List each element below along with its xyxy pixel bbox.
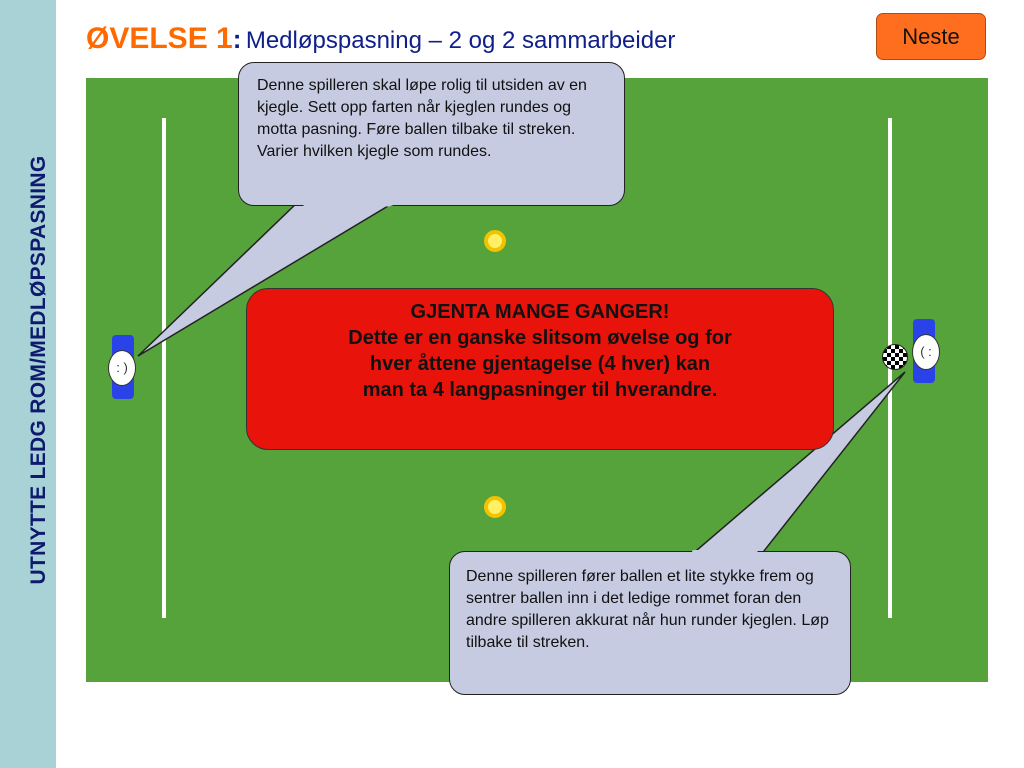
bottom-callout-text: Denne spilleren fører ballen et lite stykke frem og sentrer ballen inn i det ledige rommet foran den andre spilleren akkurat når hun runder kjeglen. Løp tilbake til streken.: [466, 568, 829, 651]
repeat-line-3: hver åttene gjentagelse (4 hver) kan: [369, 353, 711, 375]
title-colon: :: [232, 24, 242, 54]
repeat-heading: GJENTA MANGE GANGER!: [410, 301, 670, 323]
left-player-face-icon: : ): [108, 350, 136, 386]
exercise-subtitle: Medløpspasning – 2 og 2 sammarbeider: [245, 27, 676, 54]
right-player-face-icon: ( :: [912, 334, 940, 370]
repeat-line-2: Dette er en ganske slitsom øvelse og for: [348, 327, 732, 349]
exercise-number: ØVELSE 1: [86, 22, 233, 55]
sidebar-label: UTNYTTE LEDG ROM/MEDLØPSPASNING: [27, 155, 50, 585]
repeat-info-box: [246, 288, 834, 450]
top-callout-text: Denne spilleren skal løpe rolig til utsiden av en kjegle. Sett opp farten når kjeglen rundes og motta pasning. Føre ballen tilbake til streken. Varier hvilken kjegle som rundes.: [257, 77, 587, 160]
repeat-line-4: man ta 4 langpasninger til hverandre.: [362, 379, 718, 401]
next-button[interactable]: Neste: [876, 13, 986, 60]
